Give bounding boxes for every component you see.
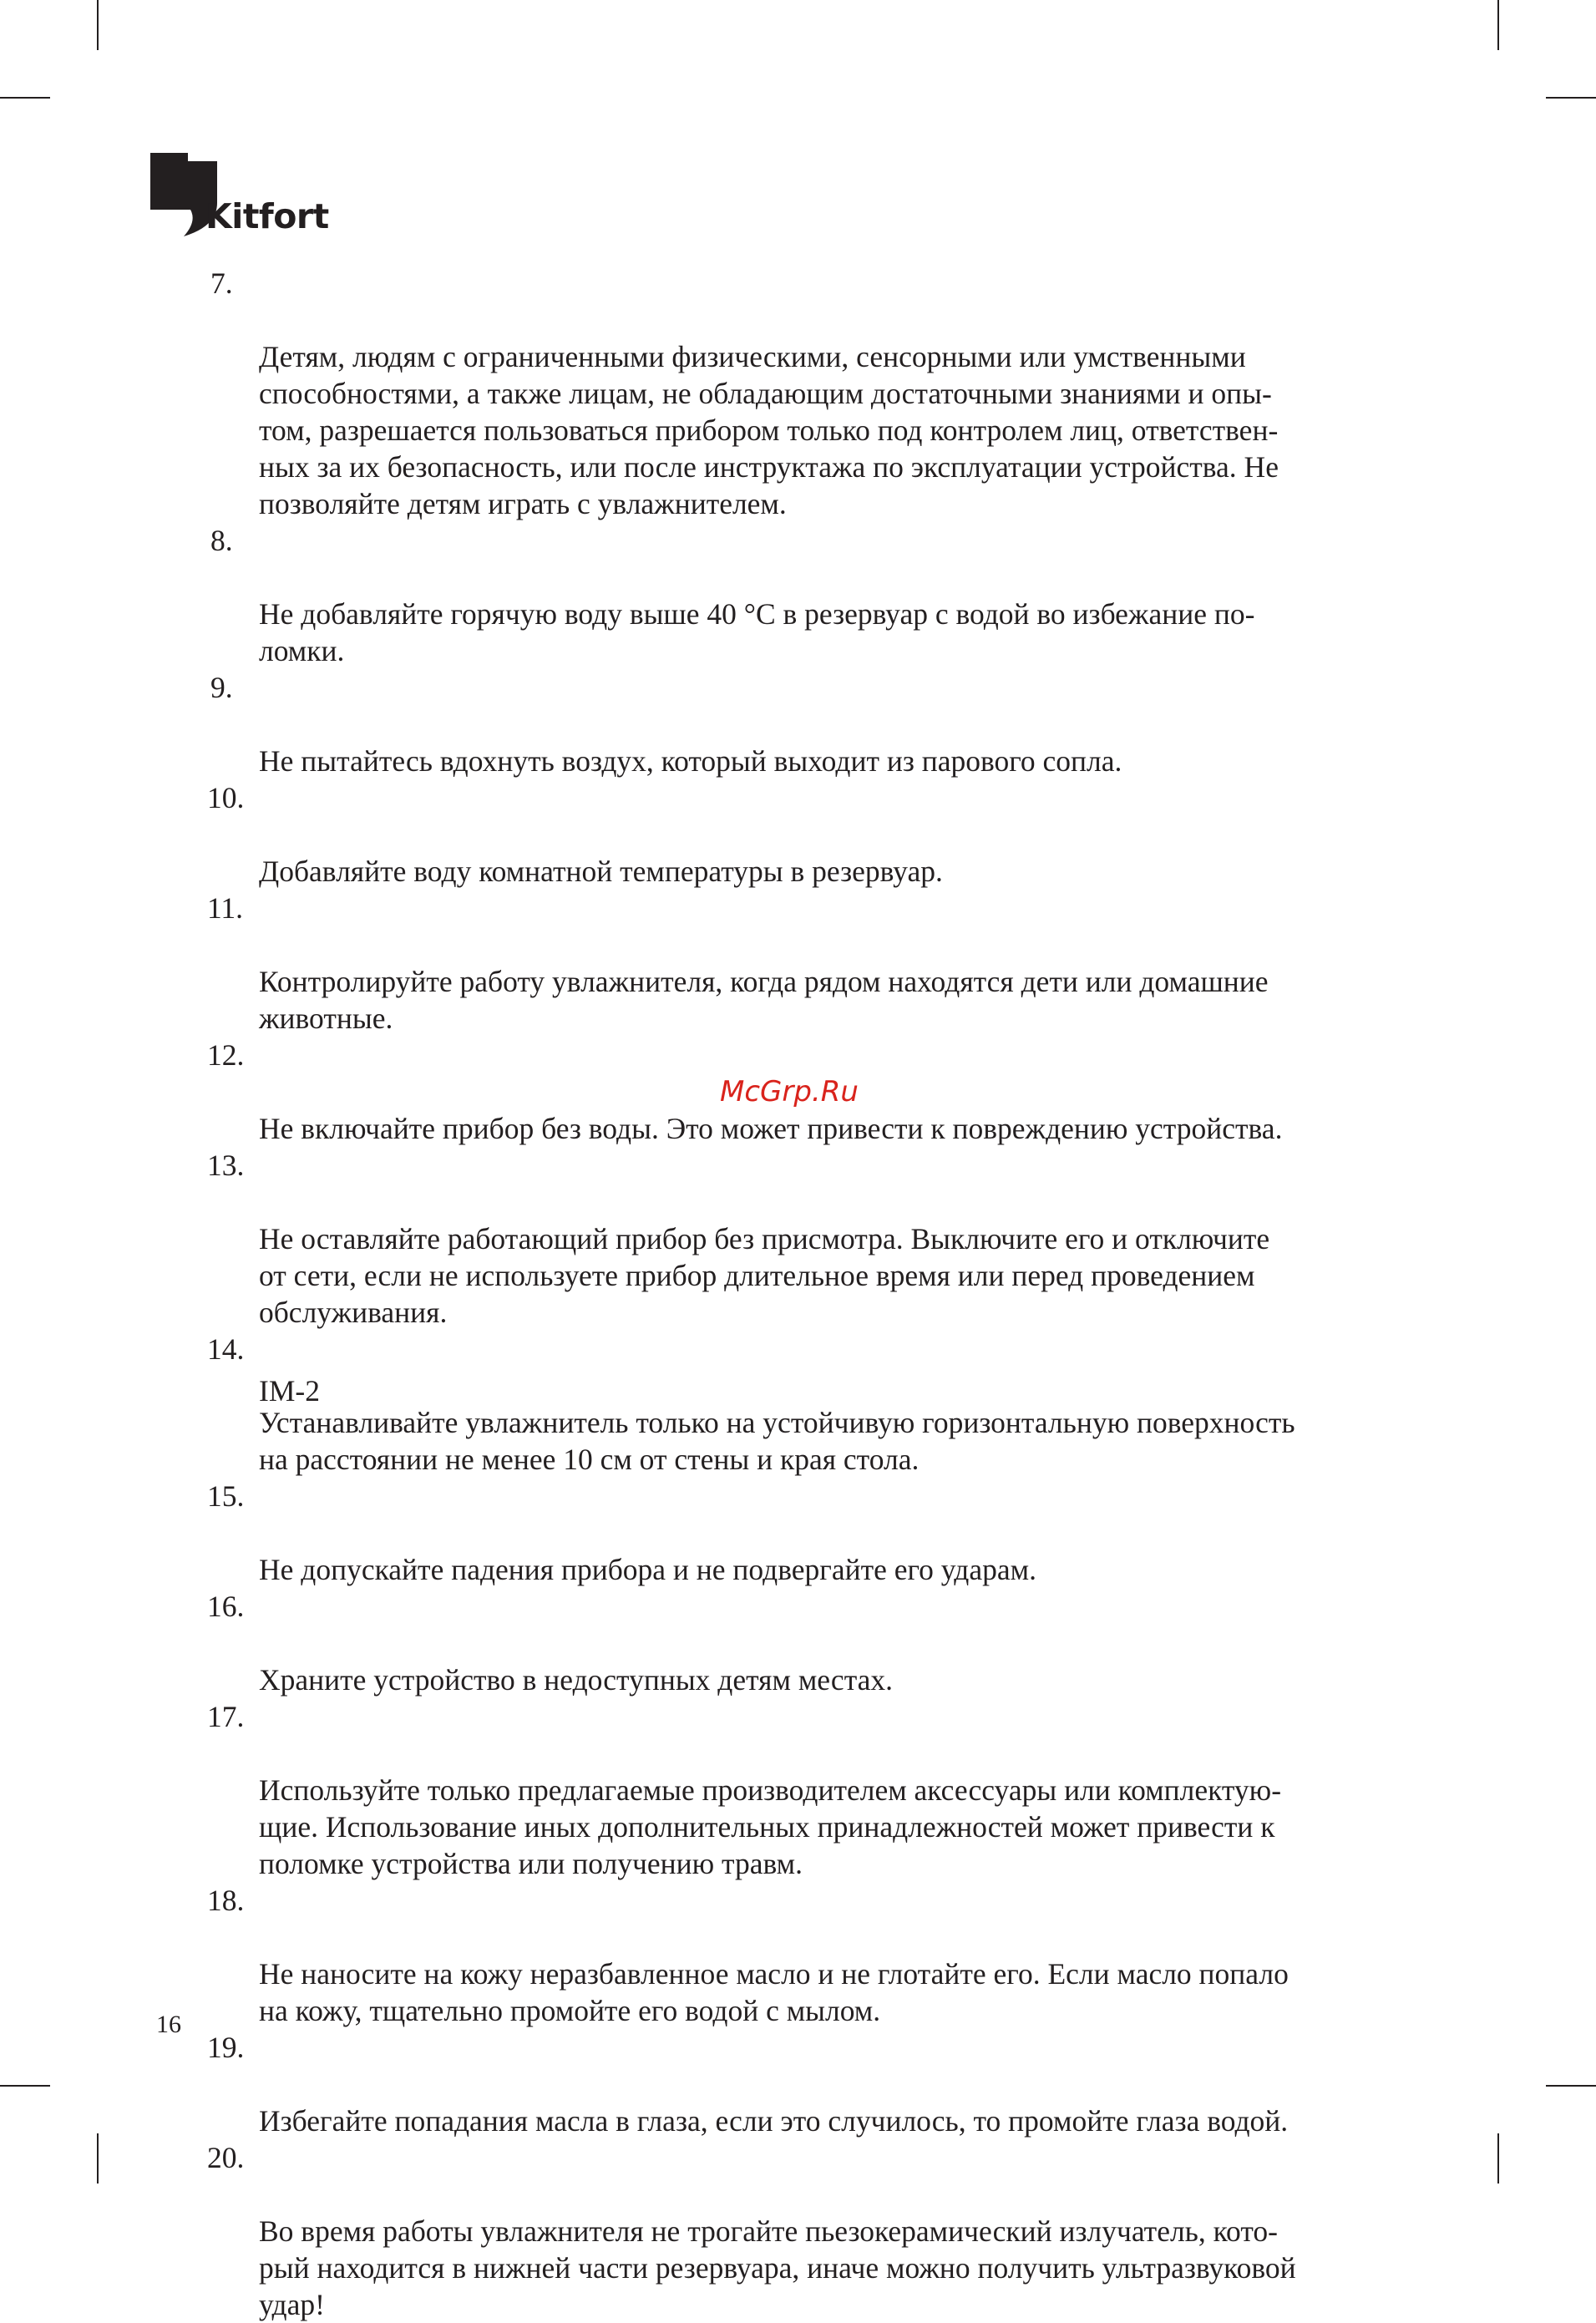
list-item	[207, 522, 1410, 669]
item-text: Добавляйте воду комнатной температуры в резервуар.	[259, 855, 943, 888]
item-text: Не включайте прибор без воды. Это может привести к повреждению устройства.	[259, 1112, 1283, 1145]
item-text: Используйте только предлагаемые производителем аксессуары или комплектую- щие. Использование иных дополнительных принадлежностей может привести к поломке устройства или получению травм.	[259, 1773, 1282, 1880]
safety-rules-list	[207, 265, 1410, 2323]
item-text: Устанавливайте увлажнитель только на устойчивую горизонтальную поверхность на расстоянии не менее 10 см от стены и края стола.	[259, 1406, 1295, 1476]
list-item	[207, 1331, 1410, 1478]
brand-name: Kitfort	[205, 196, 329, 236]
item-number: 16.	[207, 1590, 245, 1623]
item-text: Не оставляйте работающий прибор без присмотра. Выключите его и отключите от сети, если не используете прибор длительное время или перед проведением обслуживания.	[259, 1222, 1270, 1329]
item-text: Детям, людям с ограниченными физическими, сенсорными или умственными способностями, а также лицам, не обладающим достаточными знаниями и опы- том, разрешается пользоваться прибором только под контролем лиц, ответствен- ных за их безопасность, или после инструктажа по эксплуатации устройства. Не позволяйте детям играть с увлажнителем.	[259, 340, 1279, 520]
watermark: McGrp.Ru	[720, 1075, 859, 1108]
item-text: Храните устройство в недоступных детям местах.	[259, 1663, 894, 1697]
item-number: 8.	[210, 524, 233, 557]
list-item	[207, 265, 1410, 522]
crop-mark	[97, 2133, 99, 2184]
item-text: Контролируйте работу увлажнителя, когда рядом находятся дети или домашние животные.	[259, 965, 1269, 1035]
crop-mark	[1497, 0, 1499, 50]
item-text: Избегайте попадания масла в глаза, если это случилось, то промойте глаза водой.	[259, 2104, 1289, 2138]
list-item	[207, 669, 1410, 779]
item-number: 18.	[207, 1884, 245, 1917]
crop-mark	[1546, 97, 1596, 99]
crop-mark	[0, 2085, 50, 2087]
brand-logo	[150, 153, 342, 245]
item-number: 12.	[207, 1038, 245, 1072]
list-item	[207, 1698, 1410, 1882]
item-number: 19.	[207, 2031, 245, 2064]
item-text: Во время работы увлажнителя не трогайте пьезокерамический излучатель, кото- рый находится в нижней части резервуара, иначе можно получить ультразвуковой удар!	[259, 2214, 1296, 2321]
item-number: 15.	[207, 1479, 245, 1513]
item-number: 17.	[207, 1700, 245, 1733]
list-item	[207, 890, 1410, 1037]
crop-mark	[97, 0, 99, 50]
item-number: 13.	[207, 1149, 245, 1182]
list-item	[207, 1147, 1410, 1331]
list-item	[207, 1882, 1410, 2029]
list-item	[207, 1588, 1410, 1698]
item-text: Не допускайте падения прибора и не подвергайте его ударам.	[259, 1553, 1036, 1586]
list-item	[207, 779, 1410, 890]
item-text: Не добавляйте горячую воду выше 40 °С в резервуар с водой во избежание по- ломки.	[259, 597, 1255, 667]
item-number: 10.	[207, 781, 245, 814]
crop-mark	[0, 97, 50, 99]
model-code: IM-2	[259, 1374, 320, 1407]
item-number: 9.	[210, 671, 233, 704]
item-number: 14.	[207, 1332, 245, 1366]
page-number: 16	[156, 2011, 181, 2038]
crop-mark	[1497, 2133, 1499, 2184]
item-number: 7.	[210, 266, 233, 300]
item-number: 11.	[207, 891, 244, 925]
list-item	[207, 2029, 1410, 2139]
item-text: Не наносите на кожу неразбавленное масло и не глотайте его. Если масло попало на кожу, тщательно промойте его водой с мылом.	[259, 1957, 1289, 2027]
list-item	[207, 2139, 1410, 2323]
crop-mark	[1546, 2085, 1596, 2087]
item-text: Не пытайтесь вдохнуть воздух, который выходит из парового сопла.	[259, 744, 1122, 778]
list-item	[207, 1478, 1410, 1588]
item-number: 20.	[207, 2141, 245, 2174]
